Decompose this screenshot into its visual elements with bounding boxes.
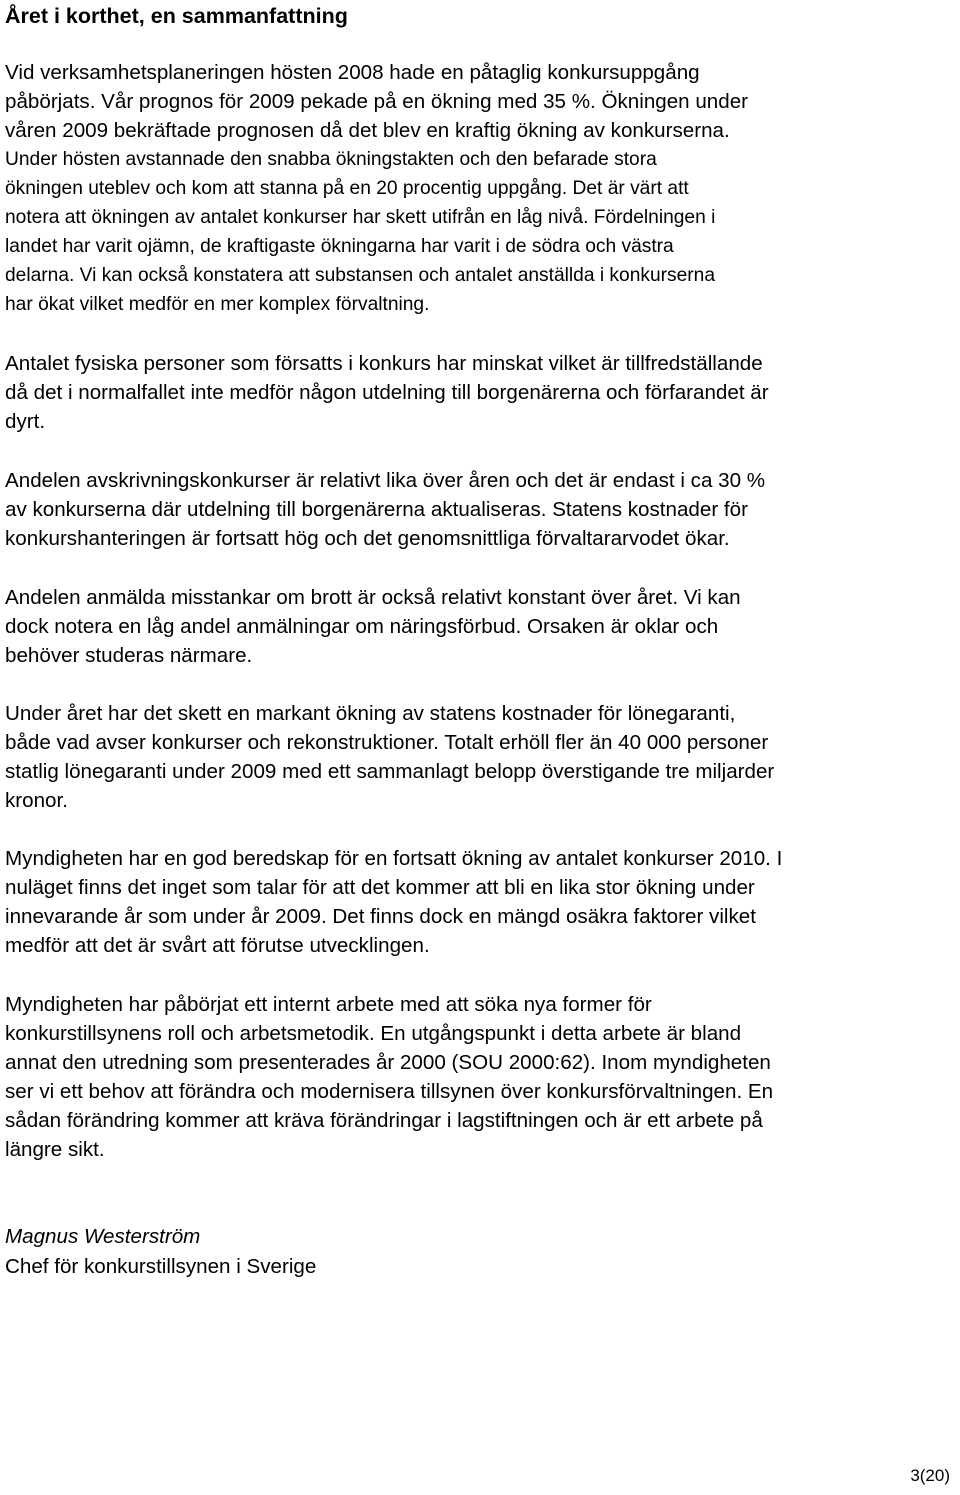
paragraph-line: behöver studeras närmare. xyxy=(5,644,253,667)
paragraph-line: statlig lönegaranti under 2009 med ett sammanlagt belopp överstigande tre miljarder xyxy=(5,760,775,783)
paragraph-line: Andelen anmälda misstankar om brott är också relativt konstant över året. Vi kan xyxy=(5,586,741,609)
page-number: 3(20) xyxy=(910,1466,950,1485)
paragraph-4 xyxy=(5,583,741,670)
paragraph-line: Myndigheten har påbörjat ett internt arbete med att söka nya former för xyxy=(5,993,652,1016)
paragraph-line: både vad avser konkurser och rekonstruktioner. Totalt erhöll fler än 40 000 personer xyxy=(5,731,769,754)
paragraph-line: notera att ökningen av antalet konkurser har skett utifrån en låg nivå. Fördelningen i xyxy=(5,207,716,228)
paragraph-line: påbörjats. Vår prognos för 2009 pekade på en ökning med 35 %. Ökningen under xyxy=(5,90,749,113)
paragraph-line: medför att det är svårt att förutse utvecklingen. xyxy=(5,934,430,957)
paragraph-line: Andelen avskrivningskonkurser är relativt lika över åren och det är endast i ca 30 % xyxy=(5,469,766,492)
paragraph-line: då det i normalfallet inte medför någon utdelning till borgenärerna och förfarandet är xyxy=(5,381,769,404)
paragraph-line: nuläget finns det inget som talar för att det kommer att bli en lika stor ökning under xyxy=(5,876,755,899)
paragraph-line: har ökat vilket medför en mer komplex förvaltning. xyxy=(5,294,430,315)
paragraph-line: av konkurserna där utdelning till borgenärerna aktualiseras. Statens kostnader för xyxy=(5,498,748,521)
paragraph-line: dyrt. xyxy=(5,410,46,433)
paragraph-5 xyxy=(5,699,774,815)
paragraph-line: Antalet fysiska personer som försatts i konkurs har minskat vilket är tillfredställande xyxy=(5,352,763,375)
paragraph-line: konkurstillsynens roll och arbetsmetodik. En utgångspunkt i detta arbete är bland xyxy=(5,1022,742,1045)
signature-name: Magnus Westerström xyxy=(5,1225,201,1248)
paragraph-1 xyxy=(5,58,748,319)
paragraph-line: landet har varit ojämn, de kraftigaste ökningarna har varit i de södra och västra xyxy=(5,236,674,257)
paragraph-line: delarna. Vi kan också konstatera att substansen och antalet anställda i konkurserna xyxy=(5,265,716,286)
paragraph-line: ser vi ett behov att förändra och modernisera tillsynen över konkursförvaltningen. En xyxy=(5,1080,774,1103)
paragraph-line: Myndigheten har en god beredskap för en fortsatt ökning av antalet konkurser 2010. I xyxy=(5,847,783,870)
paragraph-line: dock notera en låg andel anmälningar om näringsförbud. Orsaken är oklar och xyxy=(5,615,719,638)
paragraph-line: sådan förändring kommer att kräva förändringar i lagstiftningen och är ett arbete på xyxy=(5,1109,763,1132)
paragraph-7 xyxy=(5,990,773,1164)
paragraph-line: kronor. xyxy=(5,789,68,812)
paragraph-line: ökningen uteblev och kom att stanna på en 20 procentig uppgång. Det är värt att xyxy=(5,178,689,199)
signature-title: Chef för konkurstillsynen i Sverige xyxy=(5,1255,317,1278)
paragraph-3 xyxy=(5,466,765,553)
paragraph-line: längre sikt. xyxy=(5,1138,105,1161)
paragraph-line: Under året har det skett en markant ökning av statens kostnader för lönegaranti, xyxy=(5,702,736,725)
page-heading: Året i korthet, en sammanfattning xyxy=(5,4,348,28)
paragraph-6 xyxy=(5,844,782,960)
paragraph-line: innevarande år som under år 2009. Det finns dock en mängd osäkra faktorer vilket xyxy=(5,905,756,928)
paragraph-line: våren 2009 bekräftade prognosen då det blev en kraftig ökning av konkurserna. xyxy=(5,119,730,142)
paragraph-line: Vid verksamhetsplaneringen hösten 2008 hade en påtaglig konkursuppgång xyxy=(5,61,700,84)
paragraph-line: Under hösten avstannade den snabba ökningstakten och den befarade stora xyxy=(5,149,657,170)
paragraph-2 xyxy=(5,349,769,436)
paragraph-line: konkurshanteringen är fortsatt hög och det genomsnittliga förvaltararvodet ökar. xyxy=(5,527,730,550)
paragraph-line: annat den utredning som presenterades år 2000 (SOU 2000:62). Inom myndigheten xyxy=(5,1051,771,1074)
